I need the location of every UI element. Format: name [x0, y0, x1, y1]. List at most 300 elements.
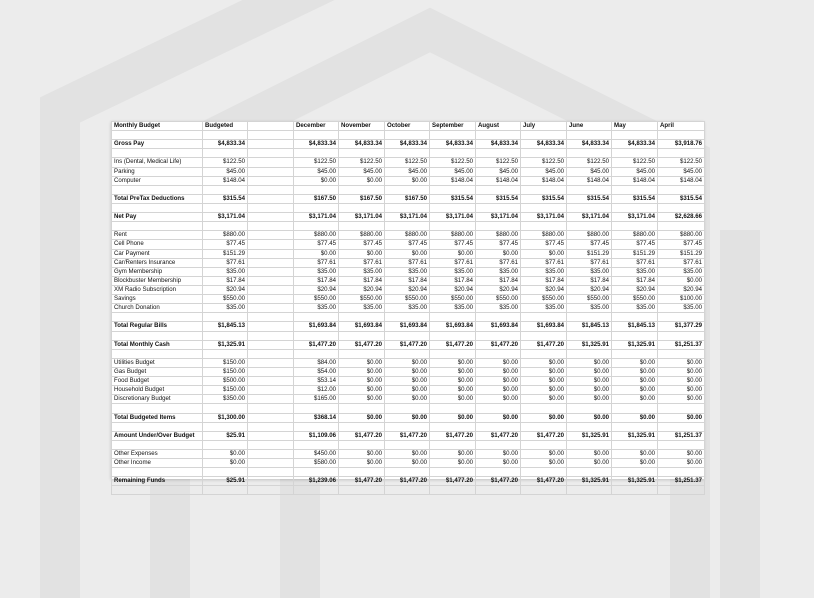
month-value-cell[interactable]: $35.00: [476, 304, 521, 313]
empty-cell[interactable]: [430, 131, 476, 140]
month-value-cell[interactable]: $20.94: [612, 285, 658, 294]
empty-cell[interactable]: [521, 131, 567, 140]
month-value-cell[interactable]: $0.00: [521, 358, 567, 367]
month-value-cell[interactable]: $0.00: [658, 358, 705, 367]
month-value-cell[interactable]: $880.00: [567, 231, 612, 240]
empty-cell[interactable]: [339, 440, 385, 449]
empty-cell[interactable]: [612, 349, 658, 358]
month-value-cell[interactable]: $17.84: [430, 276, 476, 285]
month-value-cell[interactable]: $0.00: [567, 358, 612, 367]
month-value-cell[interactable]: $1,477.20: [385, 431, 430, 440]
empty-cell[interactable]: [521, 422, 567, 431]
month-value-cell[interactable]: $0.00: [567, 449, 612, 458]
header-cell[interactable]: Monthly Budget: [112, 122, 203, 131]
month-value-cell[interactable]: $3,171.04: [612, 213, 658, 222]
empty-cell[interactable]: [430, 313, 476, 322]
row-label-cell[interactable]: Utilities Budget: [112, 358, 203, 367]
header-cell[interactable]: November: [339, 122, 385, 131]
budgeted-cell[interactable]: $35.00: [203, 304, 248, 313]
empty-cell[interactable]: [658, 422, 705, 431]
month-value-cell[interactable]: $45.00: [567, 167, 612, 176]
empty-cell[interactable]: [294, 468, 339, 477]
empty-cell[interactable]: [521, 440, 567, 449]
month-value-cell[interactable]: $77.45: [430, 240, 476, 249]
month-value-cell[interactable]: $315.54: [658, 194, 705, 203]
month-value-cell[interactable]: $0.00: [339, 449, 385, 458]
month-value-cell[interactable]: $3,171.04: [385, 213, 430, 222]
month-value-cell[interactable]: $0.00: [430, 249, 476, 258]
month-value-cell[interactable]: $315.54: [612, 194, 658, 203]
row-label-cell[interactable]: Total Monthly Cash: [112, 340, 203, 349]
empty-cell[interactable]: [385, 331, 430, 340]
empty-cell[interactable]: [248, 249, 294, 258]
empty-cell[interactable]: [248, 131, 294, 140]
header-cell[interactable]: April: [658, 122, 705, 131]
month-value-cell[interactable]: $0.00: [385, 395, 430, 404]
empty-cell[interactable]: [203, 331, 248, 340]
empty-cell[interactable]: [567, 222, 612, 231]
row-label-cell[interactable]: Discretionary Budget: [112, 395, 203, 404]
empty-cell[interactable]: [203, 131, 248, 140]
month-value-cell[interactable]: $1,325.91: [567, 477, 612, 486]
month-value-cell[interactable]: $77.61: [385, 258, 430, 267]
empty-cell[interactable]: [248, 285, 294, 294]
empty-cell[interactable]: [248, 322, 294, 331]
month-value-cell[interactable]: $0.00: [658, 413, 705, 422]
month-value-cell[interactable]: $0.00: [339, 249, 385, 258]
month-value-cell[interactable]: $77.45: [521, 240, 567, 249]
empty-cell[interactable]: [521, 313, 567, 322]
month-value-cell[interactable]: $1,325.91: [612, 340, 658, 349]
header-cell[interactable]: May: [612, 122, 658, 131]
month-value-cell[interactable]: $0.00: [476, 413, 521, 422]
month-value-cell[interactable]: $0.00: [612, 377, 658, 386]
month-value-cell[interactable]: $45.00: [294, 167, 339, 176]
month-value-cell[interactable]: $880.00: [658, 231, 705, 240]
month-value-cell[interactable]: $0.00: [339, 459, 385, 468]
month-value-cell[interactable]: $77.61: [294, 258, 339, 267]
budgeted-cell[interactable]: $880.00: [203, 231, 248, 240]
budgeted-cell[interactable]: $1,845.13: [203, 322, 248, 331]
budgeted-cell[interactable]: $4,833.34: [203, 140, 248, 149]
month-value-cell[interactable]: $4,833.34: [476, 140, 521, 149]
empty-cell[interactable]: [339, 185, 385, 194]
month-value-cell[interactable]: $315.54: [430, 194, 476, 203]
month-value-cell[interactable]: $3,171.04: [521, 213, 567, 222]
empty-cell[interactable]: [112, 422, 203, 431]
budgeted-cell[interactable]: $77.45: [203, 240, 248, 249]
row-label-cell[interactable]: Food Budget: [112, 377, 203, 386]
empty-cell[interactable]: [294, 404, 339, 413]
empty-cell[interactable]: [294, 203, 339, 212]
month-value-cell[interactable]: $0.00: [339, 386, 385, 395]
budgeted-cell[interactable]: $150.00: [203, 358, 248, 367]
header-cell[interactable]: June: [567, 122, 612, 131]
empty-cell[interactable]: [430, 486, 476, 495]
month-value-cell[interactable]: $0.00: [567, 459, 612, 468]
empty-cell[interactable]: [339, 349, 385, 358]
month-value-cell[interactable]: $35.00: [385, 267, 430, 276]
budgeted-cell[interactable]: $550.00: [203, 295, 248, 304]
month-value-cell[interactable]: $1,693.84: [385, 322, 430, 331]
empty-cell[interactable]: [567, 203, 612, 212]
month-value-cell[interactable]: $4,833.34: [521, 140, 567, 149]
budgeted-cell[interactable]: $150.00: [203, 386, 248, 395]
month-value-cell[interactable]: $77.61: [612, 258, 658, 267]
month-value-cell[interactable]: $1,477.20: [339, 340, 385, 349]
empty-cell[interactable]: [248, 395, 294, 404]
empty-cell[interactable]: [112, 313, 203, 322]
month-value-cell[interactable]: $165.00: [294, 395, 339, 404]
header-cell[interactable]: July: [521, 122, 567, 131]
month-value-cell[interactable]: $550.00: [385, 295, 430, 304]
month-value-cell[interactable]: $0.00: [476, 449, 521, 458]
row-label-cell[interactable]: Total Regular Bills: [112, 322, 203, 331]
empty-cell[interactable]: [339, 131, 385, 140]
empty-cell[interactable]: [248, 313, 294, 322]
month-value-cell[interactable]: $450.00: [294, 449, 339, 458]
month-value-cell[interactable]: $4,833.34: [339, 140, 385, 149]
empty-cell[interactable]: [248, 340, 294, 349]
month-value-cell[interactable]: $35.00: [430, 267, 476, 276]
month-value-cell[interactable]: $35.00: [658, 304, 705, 313]
month-value-cell[interactable]: $1,693.84: [476, 322, 521, 331]
empty-cell[interactable]: [339, 149, 385, 158]
empty-cell[interactable]: [248, 176, 294, 185]
month-value-cell[interactable]: $45.00: [339, 167, 385, 176]
row-label-cell[interactable]: Gym Membership: [112, 267, 203, 276]
month-value-cell[interactable]: $1,477.20: [385, 340, 430, 349]
month-value-cell[interactable]: $3,171.04: [294, 213, 339, 222]
empty-cell[interactable]: [248, 477, 294, 486]
empty-cell[interactable]: [248, 459, 294, 468]
row-label-cell[interactable]: Computer: [112, 176, 203, 185]
row-label-cell[interactable]: Other Income: [112, 459, 203, 468]
month-value-cell[interactable]: $167.50: [294, 194, 339, 203]
empty-cell[interactable]: [248, 194, 294, 203]
month-value-cell[interactable]: $1,693.84: [294, 322, 339, 331]
month-value-cell[interactable]: $1,325.91: [612, 431, 658, 440]
empty-cell[interactable]: [476, 422, 521, 431]
month-value-cell[interactable]: $77.45: [385, 240, 430, 249]
month-value-cell[interactable]: $77.61: [658, 258, 705, 267]
empty-cell[interactable]: [385, 404, 430, 413]
empty-cell[interactable]: [112, 149, 203, 158]
month-value-cell[interactable]: $4,833.34: [567, 140, 612, 149]
month-value-cell[interactable]: $1,325.91: [567, 340, 612, 349]
empty-cell[interactable]: [476, 131, 521, 140]
month-value-cell[interactable]: $35.00: [294, 304, 339, 313]
month-value-cell[interactable]: $1,239.06: [294, 477, 339, 486]
empty-cell[interactable]: [658, 203, 705, 212]
month-value-cell[interactable]: $0.00: [385, 386, 430, 395]
empty-cell[interactable]: [203, 149, 248, 158]
row-label-cell[interactable]: Parking: [112, 167, 203, 176]
empty-cell[interactable]: [612, 468, 658, 477]
month-value-cell[interactable]: $0.00: [430, 449, 476, 458]
empty-cell[interactable]: [430, 404, 476, 413]
month-value-cell[interactable]: $0.00: [430, 377, 476, 386]
month-value-cell[interactable]: $77.45: [476, 240, 521, 249]
month-value-cell[interactable]: $0.00: [521, 449, 567, 458]
empty-cell[interactable]: [203, 422, 248, 431]
empty-cell[interactable]: [248, 468, 294, 477]
empty-cell[interactable]: [385, 222, 430, 231]
month-value-cell[interactable]: $880.00: [476, 231, 521, 240]
month-value-cell[interactable]: $77.61: [476, 258, 521, 267]
budgeted-cell[interactable]: $20.94: [203, 285, 248, 294]
month-value-cell[interactable]: $17.84: [612, 276, 658, 285]
empty-cell[interactable]: [521, 331, 567, 340]
month-value-cell[interactable]: $0.00: [521, 413, 567, 422]
month-value-cell[interactable]: $0.00: [521, 386, 567, 395]
month-value-cell[interactable]: $880.00: [612, 231, 658, 240]
month-value-cell[interactable]: $0.00: [612, 395, 658, 404]
empty-cell[interactable]: [521, 486, 567, 495]
month-value-cell[interactable]: $122.50: [476, 158, 521, 167]
empty-cell[interactable]: [567, 149, 612, 158]
empty-cell[interactable]: [248, 440, 294, 449]
empty-cell[interactable]: [658, 185, 705, 194]
empty-cell[interactable]: [476, 149, 521, 158]
month-value-cell[interactable]: $148.04: [521, 176, 567, 185]
empty-cell[interactable]: [430, 468, 476, 477]
empty-cell[interactable]: [385, 149, 430, 158]
month-value-cell[interactable]: $167.50: [339, 194, 385, 203]
month-value-cell[interactable]: $148.04: [567, 176, 612, 185]
month-value-cell[interactable]: $100.00: [658, 295, 705, 304]
empty-cell[interactable]: [294, 349, 339, 358]
empty-cell[interactable]: [567, 313, 612, 322]
empty-cell[interactable]: [248, 240, 294, 249]
month-value-cell[interactable]: $1,845.13: [567, 322, 612, 331]
empty-cell[interactable]: [112, 404, 203, 413]
row-label-cell[interactable]: XM Radio Subscription: [112, 285, 203, 294]
month-value-cell[interactable]: $0.00: [430, 459, 476, 468]
empty-cell[interactable]: [203, 222, 248, 231]
empty-cell[interactable]: [385, 185, 430, 194]
month-value-cell[interactable]: $4,833.34: [430, 140, 476, 149]
empty-cell[interactable]: [430, 203, 476, 212]
month-value-cell[interactable]: $0.00: [612, 367, 658, 376]
budgeted-cell[interactable]: $1,325.91: [203, 340, 248, 349]
empty-cell[interactable]: [658, 222, 705, 231]
month-value-cell[interactable]: $1,477.20: [339, 431, 385, 440]
month-value-cell[interactable]: $0.00: [339, 358, 385, 367]
month-value-cell[interactable]: $0.00: [521, 459, 567, 468]
month-value-cell[interactable]: $0.00: [521, 367, 567, 376]
month-value-cell[interactable]: $3,171.04: [339, 213, 385, 222]
empty-cell[interactable]: [521, 468, 567, 477]
month-value-cell[interactable]: $1,251.37: [658, 431, 705, 440]
month-value-cell[interactable]: $1,325.91: [567, 431, 612, 440]
month-value-cell[interactable]: $0.00: [385, 176, 430, 185]
empty-cell[interactable]: [521, 185, 567, 194]
month-value-cell[interactable]: $35.00: [476, 267, 521, 276]
empty-cell[interactable]: [567, 131, 612, 140]
empty-cell[interactable]: [248, 486, 294, 495]
empty-cell[interactable]: [203, 468, 248, 477]
empty-cell[interactable]: [248, 222, 294, 231]
month-value-cell[interactable]: $45.00: [430, 167, 476, 176]
budgeted-cell[interactable]: $25.91: [203, 477, 248, 486]
empty-cell[interactable]: [248, 149, 294, 158]
month-value-cell[interactable]: $35.00: [567, 267, 612, 276]
header-cell[interactable]: September: [430, 122, 476, 131]
empty-cell[interactable]: [248, 367, 294, 376]
month-value-cell[interactable]: $0.00: [612, 358, 658, 367]
row-label-cell[interactable]: Gas Budget: [112, 367, 203, 376]
month-value-cell[interactable]: $3,918.76: [658, 140, 705, 149]
month-value-cell[interactable]: $1,251.37: [658, 340, 705, 349]
empty-cell[interactable]: [430, 349, 476, 358]
month-value-cell[interactable]: $53.14: [294, 377, 339, 386]
month-value-cell[interactable]: $35.00: [521, 267, 567, 276]
month-value-cell[interactable]: $880.00: [430, 231, 476, 240]
month-value-cell[interactable]: $0.00: [430, 395, 476, 404]
month-value-cell[interactable]: $122.50: [567, 158, 612, 167]
month-value-cell[interactable]: $880.00: [339, 231, 385, 240]
empty-cell[interactable]: [339, 468, 385, 477]
month-value-cell[interactable]: $1,477.20: [430, 477, 476, 486]
month-value-cell[interactable]: $0.00: [430, 386, 476, 395]
empty-cell[interactable]: [294, 185, 339, 194]
budgeted-cell[interactable]: $148.04: [203, 176, 248, 185]
month-value-cell[interactable]: $1,251.37: [658, 477, 705, 486]
month-value-cell[interactable]: $0.00: [476, 395, 521, 404]
empty-cell[interactable]: [658, 149, 705, 158]
month-value-cell[interactable]: $45.00: [658, 167, 705, 176]
month-value-cell[interactable]: $0.00: [476, 367, 521, 376]
empty-cell[interactable]: [112, 203, 203, 212]
month-value-cell[interactable]: $77.61: [339, 258, 385, 267]
row-label-cell[interactable]: Net Pay: [112, 213, 203, 222]
month-value-cell[interactable]: $148.04: [430, 176, 476, 185]
month-value-cell[interactable]: $122.50: [658, 158, 705, 167]
empty-cell[interactable]: [248, 203, 294, 212]
header-cell[interactable]: August: [476, 122, 521, 131]
budgeted-cell[interactable]: $122.50: [203, 158, 248, 167]
empty-cell[interactable]: [476, 222, 521, 231]
empty-cell[interactable]: [612, 486, 658, 495]
month-value-cell[interactable]: $35.00: [385, 304, 430, 313]
month-value-cell[interactable]: $0.00: [339, 176, 385, 185]
month-value-cell[interactable]: $1,477.20: [430, 340, 476, 349]
month-value-cell[interactable]: $35.00: [430, 304, 476, 313]
empty-cell[interactable]: [112, 222, 203, 231]
month-value-cell[interactable]: $0.00: [294, 176, 339, 185]
budgeted-cell[interactable]: $315.54: [203, 194, 248, 203]
empty-cell[interactable]: [385, 203, 430, 212]
month-value-cell[interactable]: $122.50: [521, 158, 567, 167]
month-value-cell[interactable]: $77.61: [430, 258, 476, 267]
month-value-cell[interactable]: $77.61: [567, 258, 612, 267]
month-value-cell[interactable]: $0.00: [612, 459, 658, 468]
empty-cell[interactable]: [248, 140, 294, 149]
month-value-cell[interactable]: $0.00: [658, 377, 705, 386]
row-label-cell[interactable]: Gross Pay: [112, 140, 203, 149]
row-label-cell[interactable]: Car/Renters Insurance: [112, 258, 203, 267]
month-value-cell[interactable]: $880.00: [521, 231, 567, 240]
month-value-cell[interactable]: $77.45: [339, 240, 385, 249]
empty-cell[interactable]: [294, 222, 339, 231]
month-value-cell[interactable]: $167.50: [385, 194, 430, 203]
month-value-cell[interactable]: $550.00: [476, 295, 521, 304]
empty-cell[interactable]: [294, 313, 339, 322]
empty-cell[interactable]: [294, 131, 339, 140]
month-value-cell[interactable]: $45.00: [385, 167, 430, 176]
empty-cell[interactable]: [248, 231, 294, 240]
month-value-cell[interactable]: $1,477.20: [521, 477, 567, 486]
empty-cell[interactable]: [248, 185, 294, 194]
month-value-cell[interactable]: $17.84: [385, 276, 430, 285]
empty-cell[interactable]: [430, 149, 476, 158]
empty-cell[interactable]: [658, 468, 705, 477]
empty-cell[interactable]: [430, 222, 476, 231]
month-value-cell[interactable]: $315.54: [521, 194, 567, 203]
row-label-cell[interactable]: Total Budgeted Items: [112, 413, 203, 422]
empty-cell[interactable]: [248, 158, 294, 167]
month-value-cell[interactable]: $20.94: [430, 285, 476, 294]
empty-cell[interactable]: [385, 349, 430, 358]
month-value-cell[interactable]: $1,325.91: [612, 477, 658, 486]
empty-cell[interactable]: [248, 377, 294, 386]
month-value-cell[interactable]: $1,109.06: [294, 431, 339, 440]
empty-cell[interactable]: [658, 440, 705, 449]
row-label-cell[interactable]: Blockbuster Membership: [112, 276, 203, 285]
budgeted-cell[interactable]: $77.61: [203, 258, 248, 267]
month-value-cell[interactable]: $1,477.20: [521, 431, 567, 440]
empty-cell[interactable]: [112, 440, 203, 449]
empty-cell[interactable]: [612, 131, 658, 140]
row-label-cell[interactable]: Total PreTax Deductions: [112, 194, 203, 203]
month-value-cell[interactable]: $17.84: [521, 276, 567, 285]
month-value-cell[interactable]: $1,377.29: [658, 322, 705, 331]
empty-cell[interactable]: [339, 422, 385, 431]
empty-cell[interactable]: [658, 313, 705, 322]
month-value-cell[interactable]: $35.00: [612, 304, 658, 313]
budgeted-cell[interactable]: $3,171.04: [203, 213, 248, 222]
month-value-cell[interactable]: $0.00: [612, 449, 658, 458]
empty-cell[interactable]: [567, 404, 612, 413]
month-value-cell[interactable]: $0.00: [567, 386, 612, 395]
month-value-cell[interactable]: $20.94: [658, 285, 705, 294]
empty-cell[interactable]: [430, 422, 476, 431]
month-value-cell[interactable]: $0.00: [385, 249, 430, 258]
month-value-cell[interactable]: $77.45: [567, 240, 612, 249]
empty-cell[interactable]: [339, 486, 385, 495]
header-cell[interactable]: [248, 122, 294, 131]
budgeted-cell[interactable]: $150.00: [203, 367, 248, 376]
empty-cell[interactable]: [112, 331, 203, 340]
empty-cell[interactable]: [248, 358, 294, 367]
empty-cell[interactable]: [567, 422, 612, 431]
empty-cell[interactable]: [248, 349, 294, 358]
empty-cell[interactable]: [658, 331, 705, 340]
month-value-cell[interactable]: $550.00: [294, 295, 339, 304]
month-value-cell[interactable]: $4,833.34: [612, 140, 658, 149]
month-value-cell[interactable]: $45.00: [521, 167, 567, 176]
header-cell[interactable]: October: [385, 122, 430, 131]
month-value-cell[interactable]: $35.00: [658, 267, 705, 276]
empty-cell[interactable]: [294, 486, 339, 495]
month-value-cell[interactable]: $0.00: [612, 386, 658, 395]
empty-cell[interactable]: [612, 185, 658, 194]
empty-cell[interactable]: [294, 440, 339, 449]
header-cell[interactable]: December: [294, 122, 339, 131]
month-value-cell[interactable]: $17.84: [567, 276, 612, 285]
month-value-cell[interactable]: $0.00: [385, 367, 430, 376]
